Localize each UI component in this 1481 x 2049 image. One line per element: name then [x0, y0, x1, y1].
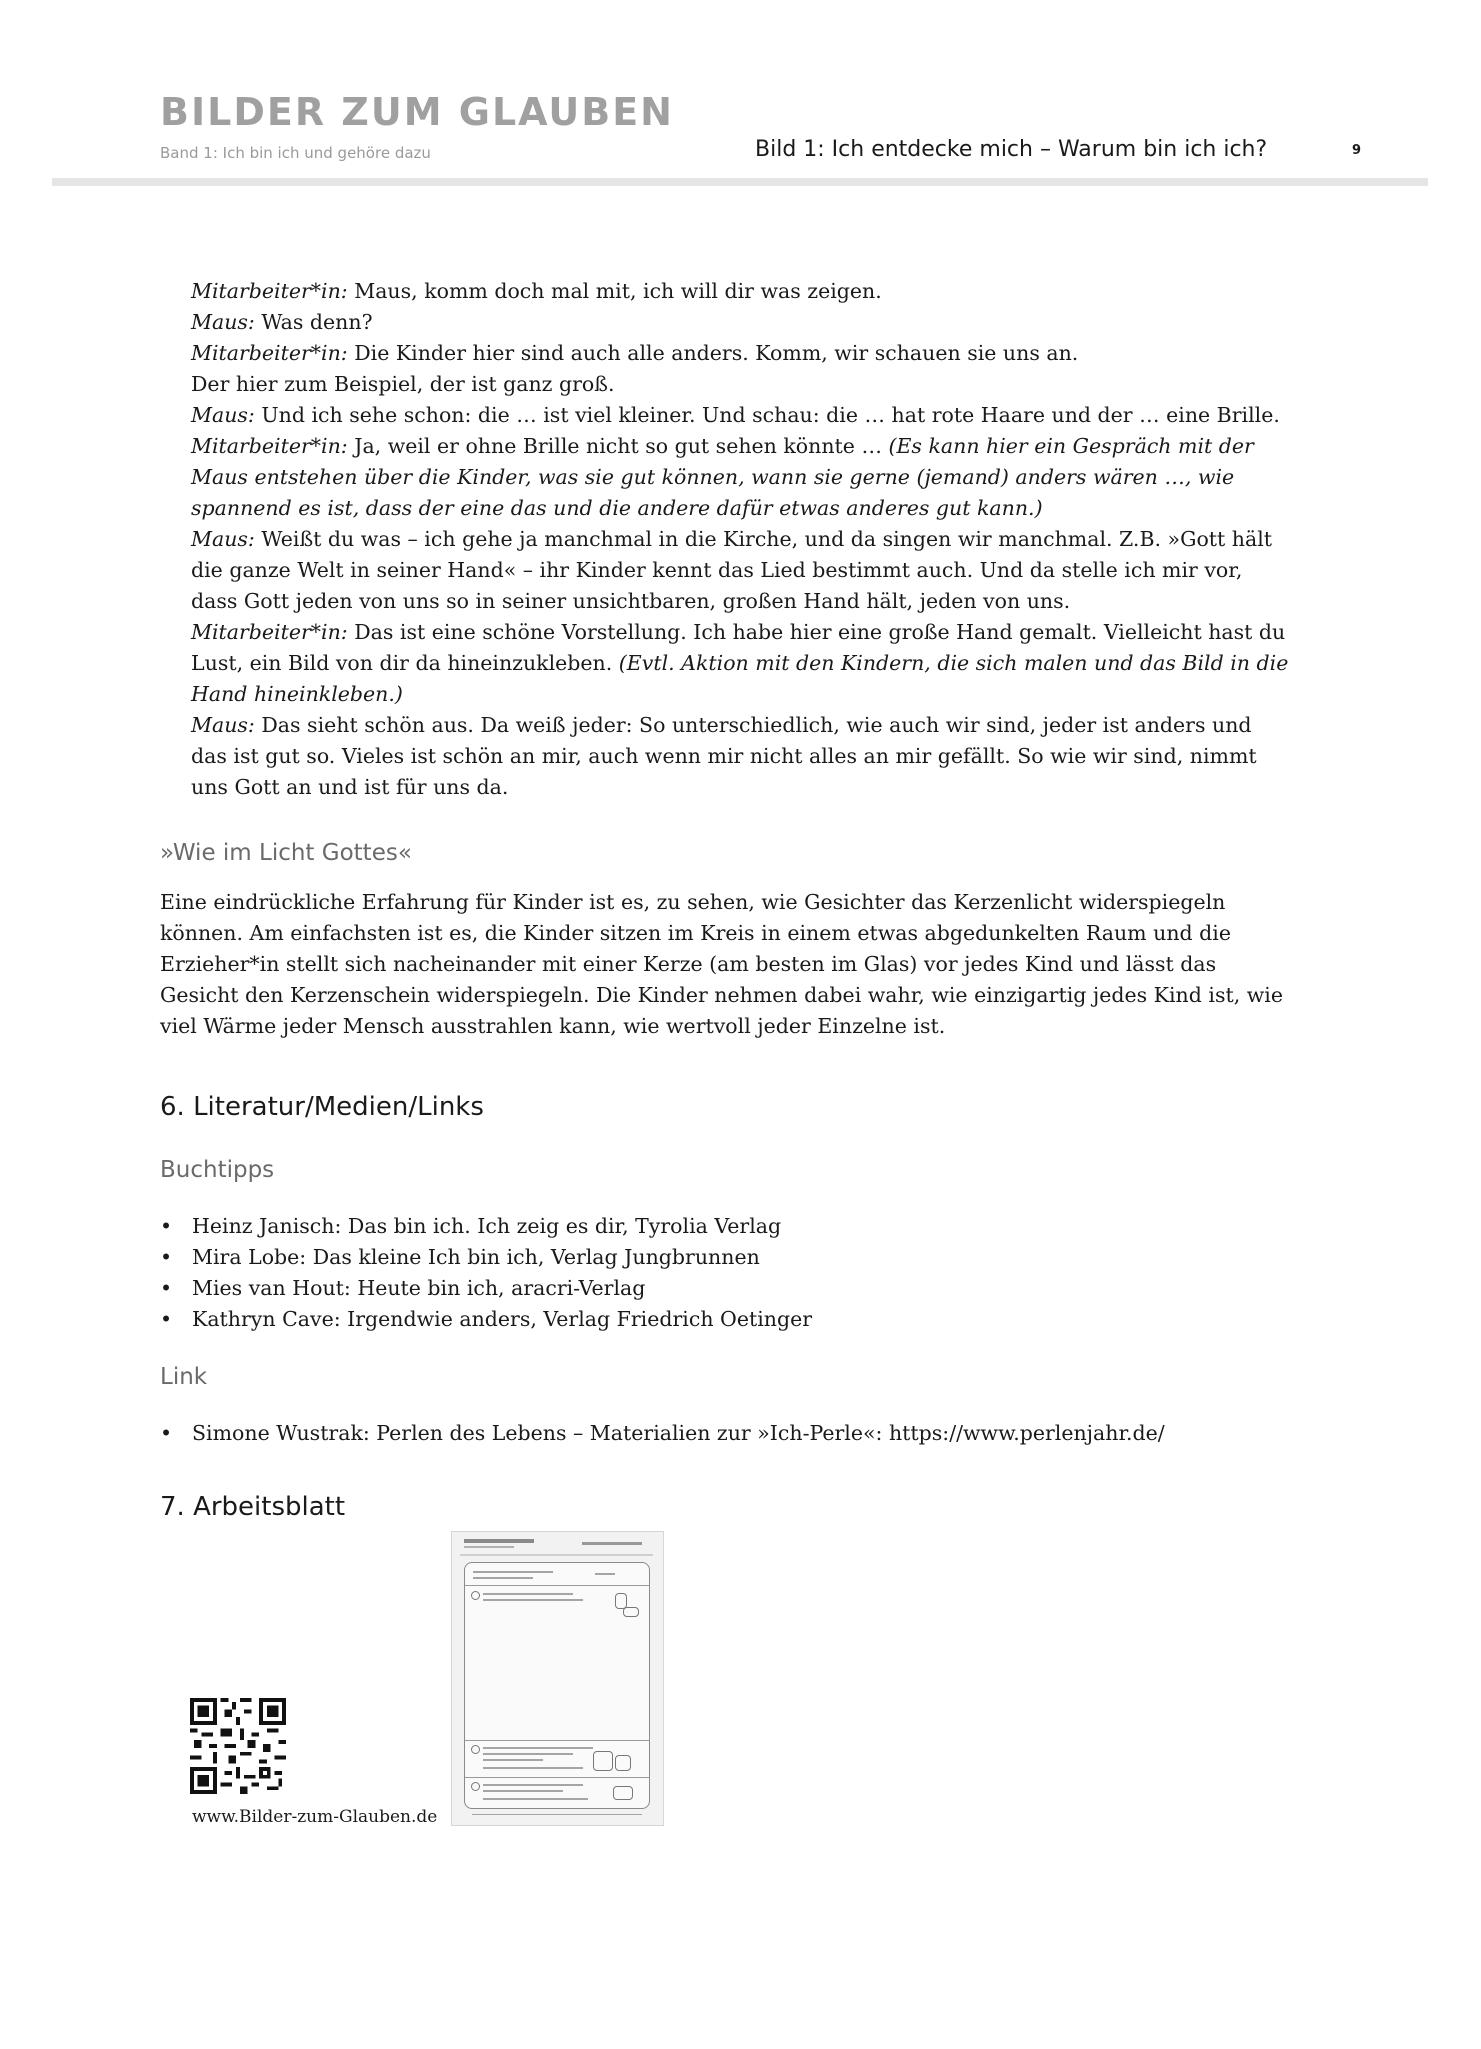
header-divider — [52, 178, 1428, 186]
dialog-text: Ja, weil er ohne Brille nicht so gut sehen könnte … — [347, 434, 889, 458]
website-url[interactable]: www.Bilder-zum-Glauben.de — [192, 1807, 438, 1827]
stage-direction: (Evtl. Aktion mit den Kindern, die sich malen und das Bild in die Hand hineinkleben.) — [191, 651, 1289, 706]
speaker: Mitarbeiter*in: — [191, 434, 348, 458]
dialog-line — [191, 431, 1291, 524]
qr-code-icon[interactable] — [190, 1698, 286, 1794]
dialog-text: Das ist eine schöne Vorstellung. Ich habe hier eine große Hand gemalt. Vielleicht hast du Lust, ein Bild von dir da hineinzukleben. — [191, 620, 1286, 675]
dialog-text: Weißt du was – ich gehe ja manchmal in die Kirche, und da singen wir manchmal. Z.B. »Gott hält die ganze Welt in seiner Hand« – ihr Kinder kennt das Lied bestimmt auch. Und da stelle ich mir vor, dass Gott jeden von uns so in seiner unsichtbaren, großen Hand hält, jeden von uns. — [191, 527, 1273, 613]
dialog-text: Und ich sehe schon: die … ist viel kleiner. Und schau: die … hat rote Haare und der … eine Brille. — [254, 403, 1280, 427]
licht-heading: »Wie im Licht Gottes« — [160, 840, 412, 866]
dialog-text: Was denn? — [254, 310, 373, 334]
list-item: • Mira Lobe: Das kleine Ich bin ich, Verlag Jungbrunnen — [160, 1242, 1300, 1273]
page-number: 9 — [1352, 143, 1362, 158]
arbeitsblatt-heading: 7. Arbeitsblatt — [160, 1492, 346, 1522]
dialog-line — [191, 617, 1291, 710]
dialog-line — [191, 307, 1291, 338]
buchtipps-list — [160, 1211, 1300, 1335]
dialog-text: Die Kinder hier sind auch alle anders. Komm, wir schauen sie uns an. — [347, 341, 1079, 365]
speaker: Maus: — [191, 527, 255, 551]
dialog-text: Maus, komm doch mal mit, ich will dir was zeigen. — [347, 279, 882, 303]
literatur-heading: 6. Literatur/Medien/Links — [160, 1092, 484, 1122]
dialog-text: Der hier zum Beispiel, der ist ganz groß. — [191, 372, 615, 396]
dialog-line — [191, 400, 1291, 431]
speaker: Mitarbeiter*in: — [191, 620, 348, 644]
speaker: Maus: — [191, 713, 255, 737]
band-subtitle: Band 1: Ich bin ich und gehöre dazu — [160, 144, 431, 162]
licht-paragraph: Eine eindrückliche Erfahrung für Kinder ist es, zu sehen, wie Gesichter das Kerzenlicht widerspiegeln können. Am einfachsten ist es, die Kinder sitzen im Kreis in einem etwas abgedunkelten Raum und die Erzieher*in stellt sich nacheinander mit einer Kerze (am besten im Glas) vor jedes Kind und lässt das Gesicht den Kerzenschein widerspiegeln. Die Kinder nehmen dabei wahr, wie einzigartig jedes Kind ist, wie viel Wärme jeder Mensch ausstrahlen kann, wie wertvoll jeder Einzelne ist. — [160, 890, 1283, 1038]
link-heading: Link — [160, 1364, 208, 1390]
worksheet-thumbnail[interactable] — [451, 1531, 664, 1826]
speaker: Maus: — [191, 310, 255, 334]
series-title: BILDER ZUM GLAUBEN — [160, 90, 674, 134]
dialog-line — [191, 338, 1291, 369]
list-item: • Heinz Janisch: Das bin ich. Ich zeig es dir, Tyrolia Verlag — [160, 1211, 1300, 1242]
link-item[interactable]: • Simone Wustrak: Perlen des Lebens – Materialien zur »Ich-Perle«: https://www.perlenjahr.de/ — [160, 1418, 1300, 1449]
links-list — [160, 1418, 1300, 1449]
speaker: Mitarbeiter*in: — [191, 341, 348, 365]
list-item: • Mies van Hout: Heute bin ich, aracri-Verlag — [160, 1273, 1300, 1304]
dialog-text: Das sieht schön aus. Da weiß jeder: So unterschiedlich, wie auch wir sind, jeder ist anders und das ist gut so. Vieles ist schön an mir, auch wenn mir nicht alles an mir gefällt. So wie wir sind, nimmt uns Gott an und ist für uns da. — [191, 713, 1257, 799]
stage-direction: (Es kann hier ein Gespräch mit der Maus entstehen über die Kinder, was sie gut können, wann sie gerne (jemand) anders wären …, wie spannend es ist, dass der eine das und die andere dafür etwas anderes gut kann.) — [191, 434, 1254, 520]
page-title: Bild 1: Ich entdecke mich – Warum bin ich ich? — [755, 137, 1268, 162]
dialog-line — [191, 369, 1291, 400]
dialog-line — [191, 276, 1291, 307]
dialog-block — [191, 276, 1291, 803]
buchtipps-heading: Buchtipps — [160, 1157, 275, 1183]
dialog-line — [191, 710, 1291, 803]
list-item: • Kathryn Cave: Irgendwie anders, Verlag Friedrich Oetinger — [160, 1304, 1300, 1335]
dialog-line — [191, 524, 1291, 617]
speaker: Mitarbeiter*in: — [191, 279, 348, 303]
speaker: Maus: — [191, 403, 255, 427]
